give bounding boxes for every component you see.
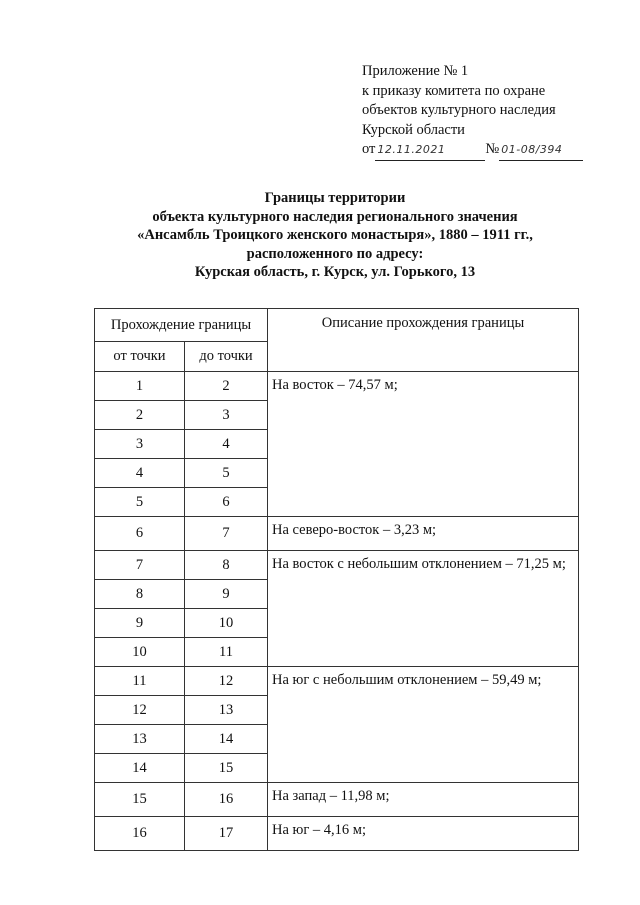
date-value: 12.11.2021 bbox=[377, 143, 446, 156]
date-prefix: от bbox=[362, 141, 376, 157]
to-point-cell: 4 bbox=[185, 430, 268, 459]
appendix-block bbox=[362, 62, 583, 161]
from-point-cell: 9 bbox=[95, 609, 185, 638]
number-field bbox=[499, 140, 583, 161]
from-point-cell: 15 bbox=[95, 783, 185, 817]
from-point-cell: 4 bbox=[95, 459, 185, 488]
number-value: 01-08/394 bbox=[501, 143, 563, 156]
to-point-cell: 3 bbox=[185, 401, 268, 430]
table-row bbox=[95, 817, 579, 851]
from-point-cell: 8 bbox=[95, 580, 185, 609]
table-row bbox=[95, 783, 579, 817]
to-point-cell: 10 bbox=[185, 609, 268, 638]
from-point-cell: 12 bbox=[95, 696, 185, 725]
from-point-cell: 1 bbox=[95, 372, 185, 401]
description-cell: На юг с небольшим отклонением – 59,49 м; bbox=[268, 667, 579, 783]
from-point-cell: 6 bbox=[95, 517, 185, 551]
appendix-date-number-line bbox=[362, 140, 583, 161]
to-point-cell: 12 bbox=[185, 667, 268, 696]
from-point-cell: 3 bbox=[95, 430, 185, 459]
description-cell: На запад – 11,98 м; bbox=[268, 783, 579, 817]
boundary-table bbox=[94, 308, 579, 851]
to-point-cell: 9 bbox=[185, 580, 268, 609]
title-line-4: расположенного по адресу: bbox=[246, 245, 424, 262]
table-row bbox=[95, 667, 579, 696]
to-point-cell: 7 bbox=[185, 517, 268, 551]
appendix-region-line: Курской области bbox=[362, 121, 465, 138]
from-point-cell: 11 bbox=[95, 667, 185, 696]
table-row bbox=[95, 551, 579, 580]
to-point-cell: 2 bbox=[185, 372, 268, 401]
from-point-cell: 7 bbox=[95, 551, 185, 580]
number-prefix: № bbox=[485, 141, 500, 157]
to-point-cell: 6 bbox=[185, 488, 268, 517]
from-point-cell: 13 bbox=[95, 725, 185, 754]
to-point-cell: 16 bbox=[185, 783, 268, 817]
table-row bbox=[95, 517, 579, 551]
description-cell: На северо-восток – 3,23 м; bbox=[268, 517, 579, 551]
description-cell: На юг – 4,16 м; bbox=[268, 817, 579, 851]
title-line-2: объекта культурного наследия регионального значения bbox=[152, 208, 518, 225]
to-point-cell: 5 bbox=[185, 459, 268, 488]
appendix-committee-line: объектов культурного наследия bbox=[362, 102, 556, 118]
header-description: Описание прохождения границы bbox=[268, 309, 579, 372]
document-title bbox=[100, 189, 570, 282]
from-point-cell: 10 bbox=[95, 638, 185, 667]
appendix-order-line: к приказу комитета по охране bbox=[362, 82, 546, 99]
table-row bbox=[95, 372, 579, 401]
title-line-5: Курская область, г. Курск, ул. Горького, 13 bbox=[194, 264, 476, 280]
description-cell: На восток с небольшим отклонением – 71,25 м; bbox=[268, 551, 579, 667]
to-point-cell: 14 bbox=[185, 725, 268, 754]
header-from-point: от точки bbox=[95, 342, 185, 372]
to-point-cell: 8 bbox=[185, 551, 268, 580]
table-header-row bbox=[95, 309, 579, 342]
title-line-3: «Ансамбль Троицкого женского монастыря», 1880 – 1911 гг., bbox=[137, 227, 533, 243]
to-point-cell: 11 bbox=[185, 638, 268, 667]
from-point-cell: 5 bbox=[95, 488, 185, 517]
date-field bbox=[375, 140, 485, 161]
to-point-cell: 13 bbox=[185, 696, 268, 725]
from-point-cell: 16 bbox=[95, 817, 185, 851]
appendix-title: Приложение № 1 bbox=[362, 63, 469, 79]
to-point-cell: 17 bbox=[185, 817, 268, 851]
header-to-point: до точки bbox=[185, 342, 268, 372]
from-point-cell: 2 bbox=[95, 401, 185, 430]
header-passage: Прохождение границы bbox=[95, 309, 268, 342]
from-point-cell: 14 bbox=[95, 754, 185, 783]
description-cell: На восток – 74,57 м; bbox=[268, 372, 579, 517]
title-line-1: Границы территории bbox=[264, 190, 406, 206]
to-point-cell: 15 bbox=[185, 754, 268, 783]
